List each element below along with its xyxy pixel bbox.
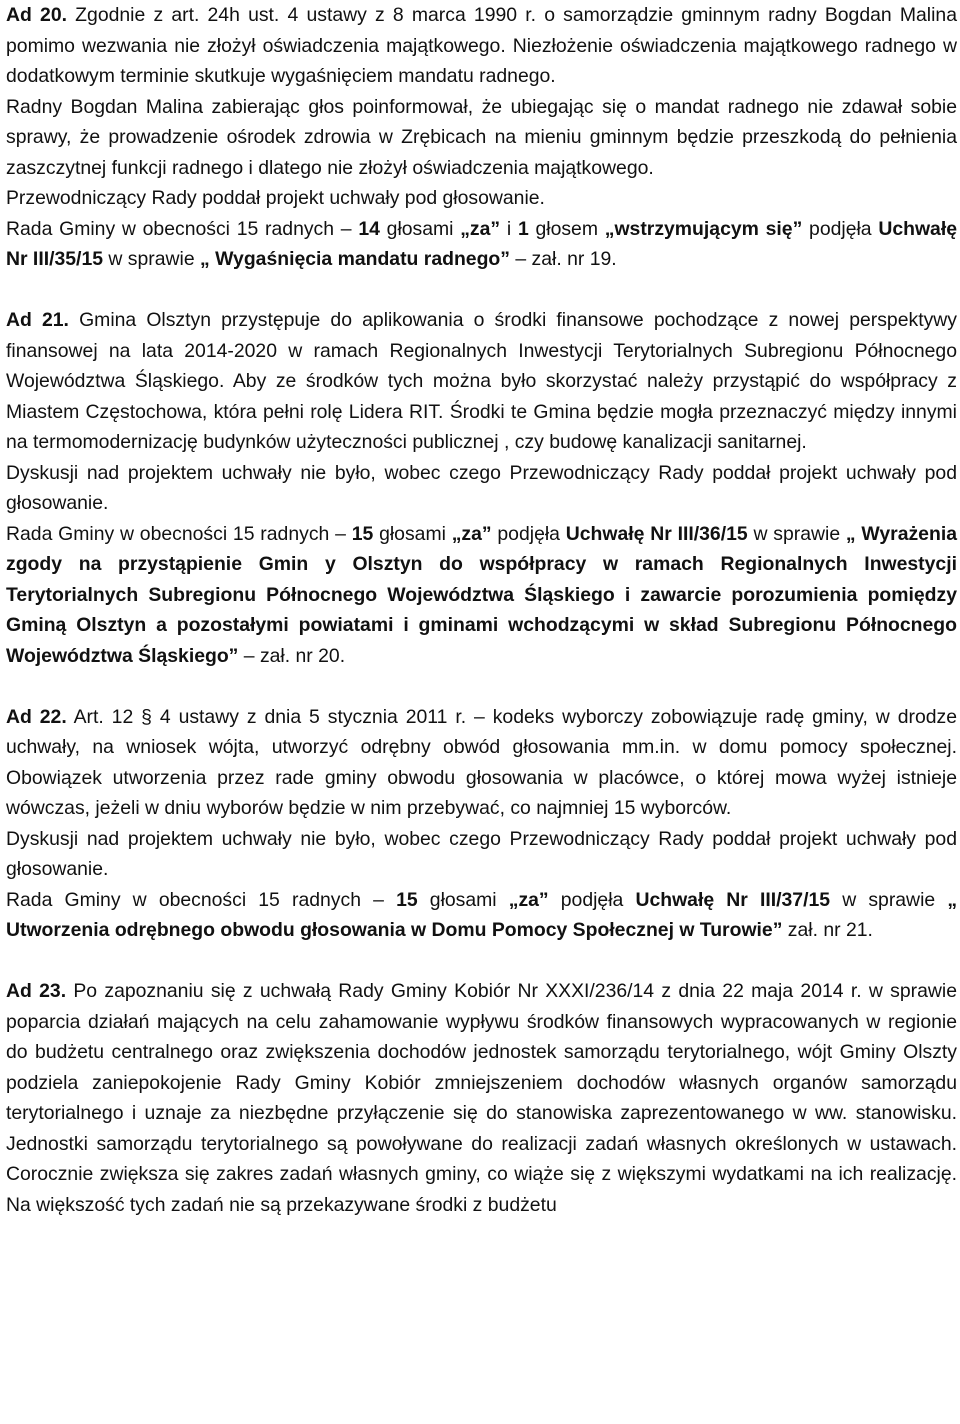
paragraph: [6, 976, 957, 1220]
text-run: Przewodniczący Rady poddał projekt uchwały pod głosowanie.: [6, 187, 545, 209]
text-run: w sprawie: [747, 522, 846, 545]
bold-text-run: Ad 20.: [6, 4, 67, 26]
text-run: podjęła: [548, 888, 636, 911]
text-run: podjęła: [491, 522, 566, 545]
agenda-item-section: [6, 305, 957, 671]
text-run: Radny Bogdan Malina zabierając głos poinformował, że ubiegając się o mandat radnego nie zdawał sobie sprawy, że prowadzenie ośrodek zdrowia w Zrębicach na mieniu gminnym będzie przeszkodą do pełnienia zaszczytnej funkcji radnego i dlatego nie złożył oświadczenia majątkowego.: [6, 95, 957, 179]
paragraph: [6, 183, 957, 214]
text-run: Rada Gminy w obecności 15 radnych –: [6, 522, 352, 545]
text-run: Rada Gminy w obecności 15 radnych –: [6, 888, 397, 911]
paragraph: [6, 305, 957, 458]
text-run: Po zapoznaniu się z uchwałą Rady Gminy Kobiór Nr XXXI/236/14 z dnia 22 maja 2014 r. w sprawie poparcia działań mających na celu zahamowanie wypływu środków finansowych wypracowanych w regionie do budżetu centralnego oraz zwiększenia dochodów jednostek samorządu terytorialnego, wójt Gminy Olszty podzielа zaniepokojenie Rady Gminy Kobiór zmniejszeniem dochodów własnych organów samorządu terytorialnego i uznaje za niezbędne przyłączenie się do stanowiska zaprezentowanego w ww. stanowisku. Jednostki samorządu terytorialnego są powoływane do realizacji zadań własnych określonych w ustawach. Corocznie zwiększa się zakres zadań własnych gminy, co wiąże się z większymi wydatkami na ich realizację. Na większość tych zadań nie są przekazywane środki z budżetu: [6, 980, 957, 1216]
text-run: zał. nr 21.: [782, 919, 873, 941]
paragraph: [6, 824, 957, 885]
bold-text-run: „wstrzymującym się”: [604, 217, 803, 240]
paragraph: [6, 92, 957, 184]
bold-text-run: 15: [351, 522, 374, 545]
text-run: i: [500, 217, 518, 240]
paragraph: [6, 885, 957, 946]
text-run: Zgodnie z art. 24h ust. 4 ustawy z 8 marca 1990 r. o samorządzie gminnym radny Bogdan Malina pomimo wezwania nie złożył oświadczenia majątkowego. Niezłożenie oświadczenia majątkowego radnego w dodatkowym terminie skutkuje wygaśnięciem mandatu radnego.: [6, 4, 957, 87]
bold-text-run: Uchwałę Nr III/36/15: [565, 522, 748, 545]
text-run: podjęła: [802, 217, 879, 240]
agenda-item-section: [6, 702, 957, 946]
text-run: – zał. nr 19.: [509, 248, 617, 270]
bold-text-run: Uchwałę Nr III/35/15: [6, 217, 958, 270]
bold-text-run: 14: [358, 217, 380, 240]
bold-text-run: „za”: [460, 217, 501, 240]
bold-text-run: „ Wyrażenia zgody na przystąpienie Gmin y Olsztyn do współpracy w ramach Regionalnych Inwestycji Terytorialnych Subregionu Północnego Województwa Śląskiego i zawarcie porozumienia pomiędzy Gminą Olsztyn a pozostałymi powiatami i gminami wchodzącymi w skład Subregionu Północnego Województwa Śląskiego”: [6, 522, 957, 667]
text-run: Dyskusji nad projektem uchwały nie było, wobec czego Przewodniczący Rady poddał projekt uchwały pod głosowanie.: [6, 461, 957, 514]
text-run: Gmina Olsztyn przystępuje do aplikowania o środki finansowe pochodzące z nowej perspektywy finansowej na lata 2014-2020 w ramach Regionalnych Inwestycji Terytorialnych Subregionu Północnego Województwa Śląskiego. Aby ze środków tych można było skorzystać należy przystąpić do współpracy z Miastem Częstochowa, która pełni rolę Lidera RIT. Środki te Gmina będzie mogła przeznaczyć między innymi na termomodernizację budynków użyteczności publicznej , czy budowę kanalizacji sanitarnej.: [6, 309, 957, 453]
paragraph: [6, 0, 957, 92]
text-run: Rada Gminy w obecności 15 radnych –: [6, 217, 359, 240]
text-run: głosami: [373, 522, 452, 545]
text-run: w sprawie: [830, 888, 948, 911]
agenda-item-section: [6, 0, 957, 275]
paragraph: [6, 458, 957, 519]
bold-text-run: 15: [396, 888, 418, 911]
bold-text-run: Ad 23.: [6, 980, 67, 1002]
bold-text-run: „ Utworzenia odrębnego obwodu głosowania w Domu Pomocy Społecznej w Turowie”: [6, 888, 958, 941]
agenda-item-section: [6, 976, 957, 1220]
bold-text-run: Ad 22.: [6, 705, 67, 728]
bold-text-run: 1: [517, 217, 529, 240]
paragraph: [6, 214, 957, 275]
text-run: głosami: [379, 217, 461, 240]
text-run: głosami: [417, 888, 509, 911]
bold-text-run: „za”: [508, 888, 549, 911]
paragraph: [6, 702, 957, 824]
paragraph: [6, 519, 957, 672]
text-run: Dyskusji nad projektem uchwały nie było, wobec czego Przewodniczący Rady poddał projekt uchwały pod głosowanie.: [6, 827, 957, 880]
text-run: Art. 12 § 4 ustawy z dnia 5 stycznia 2011 r. – kodeks wyborczy zobowiązuje radę gminy, w drodze uchwały, na wniosek wójta, utworzyć odrębny obwód głosowania mm.in. w domu pomocy społecznej. Obowiązek utworzenia przez rade gminy obwodu głosowania w placówce, o której mowa wyżej istnieje wówczas, jeżeli w dniu wyborów będzie w nim przebywać, co najmniej 15 wyborców.: [6, 705, 957, 819]
bold-text-run: „za”: [451, 522, 492, 545]
bold-text-run: Uchwałę Nr III/37/15: [635, 888, 831, 911]
text-run: w sprawie: [103, 248, 200, 270]
bold-text-run: Ad 21.: [6, 309, 69, 331]
text-run: – zał. nr 20.: [238, 644, 346, 667]
text-run: głosem: [528, 217, 605, 240]
bold-text-run: „ Wygaśnięcia mandatu radnego”: [200, 248, 510, 270]
